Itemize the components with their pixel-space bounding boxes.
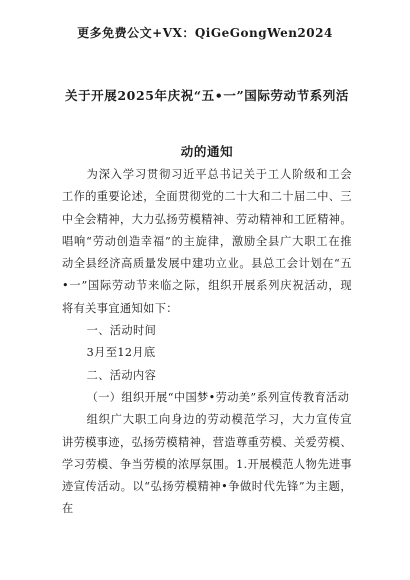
time-range-text: 3月至12月底	[86, 346, 156, 360]
document-title: 关于开展2025年庆祝“五•一”国际劳动节系列活动的通知	[64, 88, 350, 159]
subsection-heading: （一）组织开展“中国梦•劳动美”系列宣传教育活动	[86, 390, 350, 404]
content-paragraph: 组织广大职工向身边的劳动模范学习，大力宣传宣讲劳模事迹，弘扬劳模精神，营造尊重劳模、关爱劳模、学习劳模、争当劳模的浓厚氛围。1.开展模范人物先进事迹宣传活动。以“弘扬劳模精神•争做时代先锋”为主题，在	[62, 413, 352, 516]
section-heading-time: 一、活动时间	[86, 324, 157, 338]
document-body	[62, 164, 352, 521]
intro-paragraph: 为深入学习贯彻习近平总书记关于工人阶级和工会工作的重要论述，全面贯彻党的二十大和二十届二中、三中全会精神，大力弘扬劳模精神、劳动精神和工匠精神。唱响“劳动创造幸福”的主旋律，激励全县广大职工在推动全县经济高质量发展中建功立业。县总工会计划在“五•一”国际劳动节来临之际，组织开展系列庆祝活动，现将有关事宜通知如下：	[62, 168, 352, 315]
header-watermark: 更多免费公文+VX：QiGeGongWen2024	[77, 26, 333, 40]
section-heading-content: 二、活动内容	[86, 368, 157, 382]
